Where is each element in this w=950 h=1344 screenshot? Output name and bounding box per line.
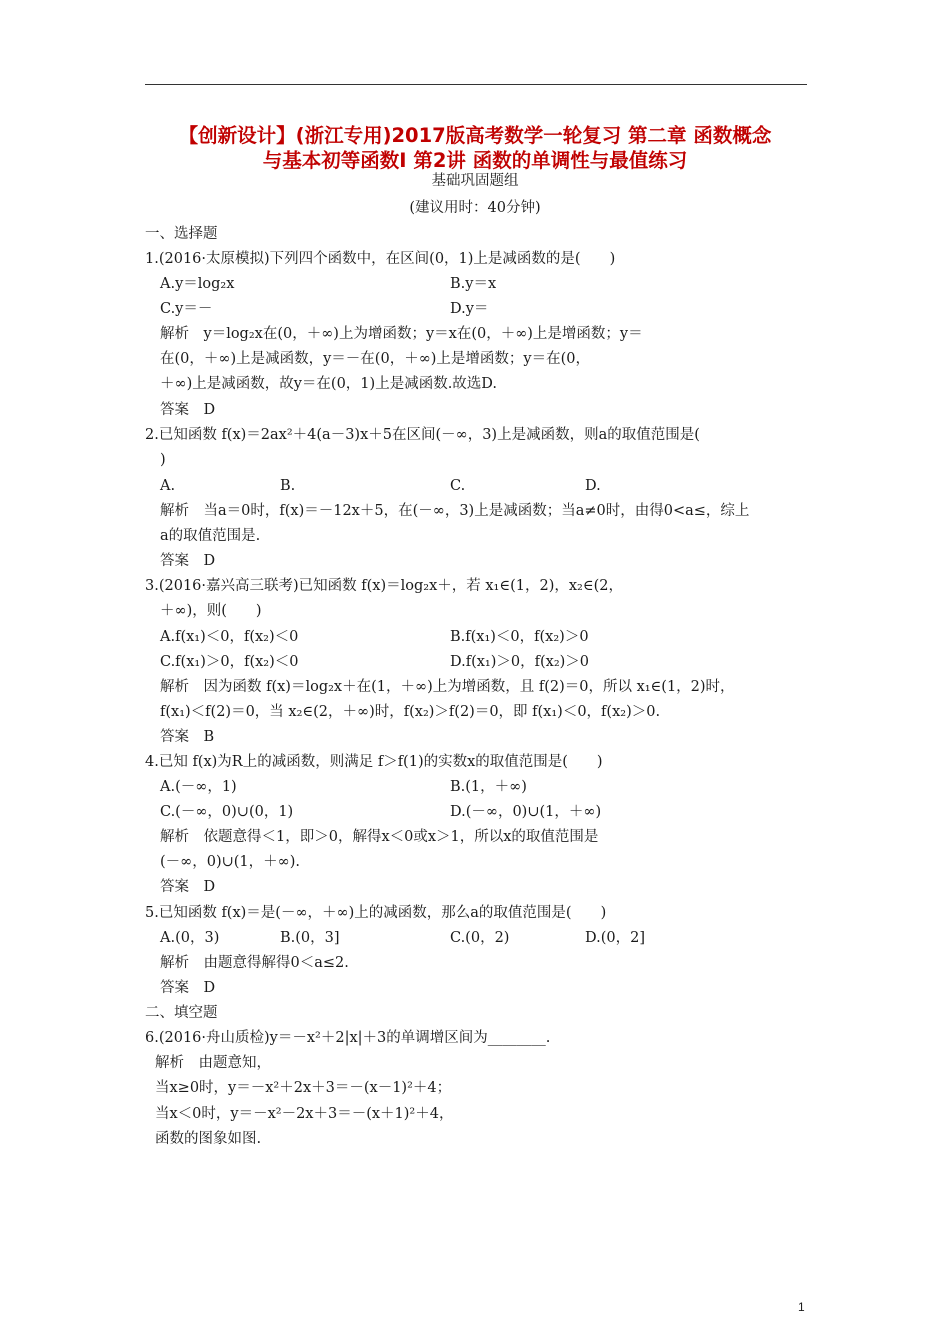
q1-option-d: D.y＝ <box>450 301 489 317</box>
q6-analysis: 解析 由题意知， <box>155 1055 271 1071</box>
q2-option-a: A. <box>160 478 176 494</box>
question-3-cont: ＋∞)，则( ) <box>160 603 262 619</box>
q1-option-c: C.y＝－ <box>160 301 213 317</box>
q3-analysis: 解析 因为函数 f(x)＝log₂x＋在(1，＋∞)上为增函数，且 f(2)＝0，所以 x₁∈(1，2)时， <box>160 679 735 695</box>
q5-analysis: 解析 由题意得解得0＜a≤2. <box>160 955 349 971</box>
question-2-cont: ) <box>160 452 166 468</box>
q5-option-b: B.(0，3] <box>280 930 340 946</box>
doc-title-line-2: 与基本初等函数Ⅰ 第2讲 函数的单调性与最值练习 <box>262 149 688 172</box>
q3-option-c: C.f(x₁)＞0，f(x₂)＜0 <box>160 654 299 670</box>
q3-option-b: B.f(x₁)＜0，f(x₂)＞0 <box>450 629 589 645</box>
q1-option-a: A.y＝log₂x <box>160 276 235 292</box>
q3-option-a: A.f(x₁)＜0，f(x₂)＜0 <box>160 629 299 645</box>
q2-option-d: D. <box>585 478 601 494</box>
q4-option-c: C.(－∞，0)∪(0，1) <box>160 804 294 820</box>
question-6: 6.(2016·舟山质检)y＝－x²＋2|x|＋3的单调增区间为________. <box>145 1030 551 1046</box>
q5-option-d: D.(0，2] <box>585 930 645 946</box>
question-3: 3.(2016·嘉兴高三联考)已知函数 f(x)＝log₂x＋，若 x₁∈(1，2)，x₂∈(2， <box>145 578 623 594</box>
q3-analysis-cont: f(x₁)＜f(2)＝0，当 x₂∈(2，＋∞)时，f(x₂)＞f(2)＝0，即 f(x₁)＜0，f(x₂)＞0. <box>160 704 661 720</box>
question-2: 2.已知函数 f(x)＝2ax²＋4(a－3)x＋5在区间(－∞，3)上是减函数，则a的取值范围是( <box>145 427 700 443</box>
section-heading: 二、填空题 <box>145 1005 218 1021</box>
q4-option-d: D.(－∞，0)∪(1，＋∞) <box>450 804 602 820</box>
q5-option-c: C.(0，2) <box>450 930 510 946</box>
q1-option-b: B.y＝x <box>450 276 497 292</box>
question-5: 5.已知函数 f(x)＝是(－∞，＋∞)上的减函数，那么a的取值范围是( ) <box>145 905 607 921</box>
q6-analysis-cont: 当x≥0时，y＝－x²＋2x＋3＝－(x－1)²＋4； <box>155 1080 452 1096</box>
section-heading: 一、选择题 <box>145 226 218 242</box>
q1-analysis-cont: 在(0，＋∞)上是减函数，y＝－在(0，＋∞)上是增函数；y＝在(0， <box>160 351 590 367</box>
q5-answer: 答案 D <box>160 980 216 996</box>
q4-option-b: B.(1，＋∞) <box>450 779 527 795</box>
page-number: 1 <box>798 1300 805 1314</box>
q4-analysis: 解析 依题意得＜1，即＞0，解得x＜0或x＞1，所以x的取值范围是 <box>160 829 599 845</box>
doc-title-line-1: 【创新设计】(浙江专用)2017版高考数学一轮复习 第二章 函数概念 <box>178 124 772 147</box>
time-hint: (建议用时：40分钟) <box>409 200 541 216</box>
top-rule <box>145 84 807 85</box>
q4-analysis-cont: (－∞，0)∪(1，＋∞). <box>160 854 300 870</box>
q1-analysis: 解析 y＝log₂x在(0，＋∞)上为增函数；y＝x在(0，＋∞)上是增函数；y＝ <box>160 326 643 342</box>
q6-analysis-cont: 当x＜0时，y＝－x²－2x＋3＝－(x＋1)²＋4， <box>155 1106 454 1122</box>
group-label: 基础巩固题组 <box>431 173 519 189</box>
q1-analysis-cont: ＋∞)上是减函数，故y＝在(0，1)上是减函数.故选D. <box>160 376 498 392</box>
q2-answer: 答案 D <box>160 553 216 569</box>
q2-option-b: B. <box>280 478 296 494</box>
q2-analysis: 解析 当a＝0时，f(x)＝－12x＋5，在(－∞，3)上是减函数；当a≠0时，由得0<a≤，综上 <box>160 503 750 519</box>
q4-answer: 答案 D <box>160 879 216 895</box>
q4-option-a: A.(－∞，1) <box>160 779 237 795</box>
q3-option-d: D.f(x₁)＞0，f(x₂)＞0 <box>450 654 590 670</box>
q5-option-a: A.(0，3) <box>160 930 220 946</box>
question-1: 1.(2016·太原模拟)下列四个函数中，在区间(0，1)上是减函数的是( ) <box>145 251 616 267</box>
question-4: 4.已知 f(x)为R上的减函数，则满足 f＞f(1)的实数x的取值范围是( ) <box>145 754 603 770</box>
q6-analysis-cont: 函数的图象如图. <box>155 1131 262 1147</box>
q1-answer: 答案 D <box>160 402 216 418</box>
q2-analysis-cont: a的取值范围是. <box>160 528 261 544</box>
q2-option-c: C. <box>450 478 466 494</box>
q3-answer: 答案 B <box>160 729 215 745</box>
